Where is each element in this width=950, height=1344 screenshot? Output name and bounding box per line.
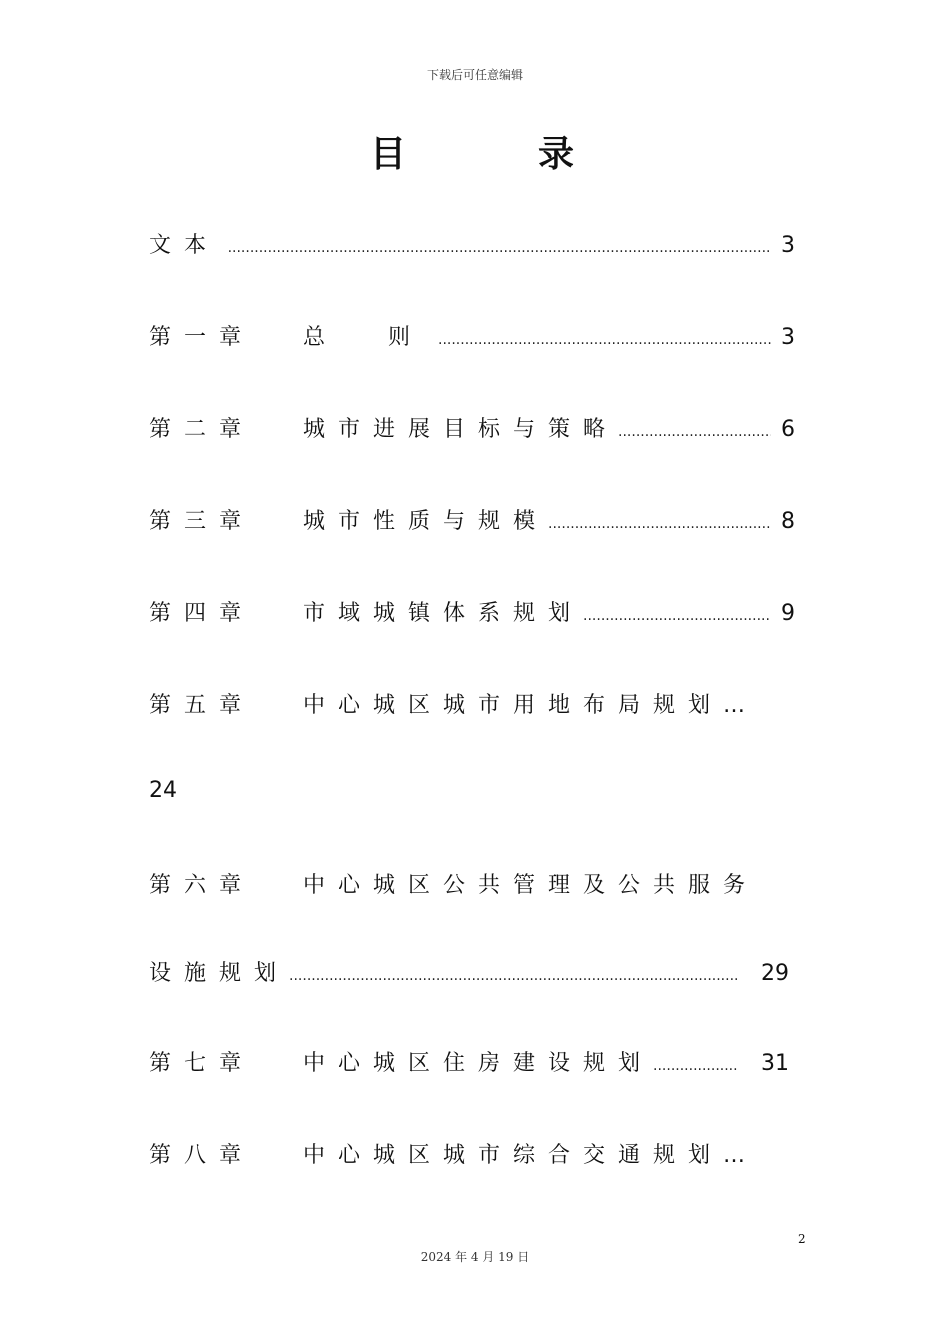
toc-chapter-label: 第五章 [149, 693, 255, 718]
toc-chapter-label: 第一章 [149, 325, 255, 350]
toc-chapter-title: 中心城区城市综合交通规划 [303, 1143, 724, 1168]
toc-chapter-label: 第六章 [149, 873, 255, 898]
footer-date: 2024 年 4 月 19 日 [420, 1250, 530, 1264]
toc-page-number: 31 [761, 1051, 789, 1076]
toc-chapter-title: 市域城镇体系规划 [303, 601, 584, 626]
toc-entry[interactable] [149, 504, 795, 544]
toc-chapter-title: 中心城区城市用地布局规划 [303, 693, 724, 718]
toc-chapter-title: 中心城区住房建设规划 [303, 1051, 654, 1076]
header-note: 下载后可任意编辑 [426, 68, 523, 82]
toc-entry[interactable] [149, 596, 795, 636]
toc-entry[interactable] [149, 1046, 789, 1086]
toc-chapter-label: 第三章 [149, 509, 255, 534]
toc-leader-dots [583, 608, 771, 624]
toc-page-number: 8 [781, 509, 795, 534]
toc-leader-dots [438, 332, 771, 348]
toc-leader-dots [228, 240, 771, 256]
toc-page-number: 3 [781, 233, 795, 258]
page-title: 目录 [370, 134, 707, 175]
toc-entry-label: 文本 [149, 233, 220, 258]
toc-chapter-title: 城市进展目标与策略 [303, 417, 619, 442]
toc-leader-dots [548, 516, 771, 532]
toc-chapter-label: 第八章 [149, 1143, 255, 1168]
toc-chapter-label: 第二章 [149, 417, 255, 442]
toc-entry[interactable] [149, 412, 795, 452]
toc-entry[interactable] [149, 228, 795, 268]
toc-chapter-label: 第四章 [149, 601, 255, 626]
toc-entry-continuation[interactable] [149, 956, 789, 996]
toc-ellipsis: … [723, 693, 746, 718]
page-number: 2 [798, 1232, 806, 1246]
toc-entry[interactable] [149, 320, 795, 360]
toc-chapter-title: 总 则 [303, 325, 438, 350]
toc-page-number: 6 [781, 417, 795, 442]
toc-chapter-title: 城市性质与规模 [303, 509, 549, 534]
toc-page-number: 3 [781, 325, 795, 350]
toc-page-number: 24 [149, 778, 177, 803]
toc-chapter-title: 中心城区公共管理及公共服务 [303, 873, 759, 898]
toc-ellipsis: … [723, 1143, 746, 1168]
toc-chapter-title-cont: 设施规划 [149, 961, 290, 986]
toc-chapter-label: 第七章 [149, 1051, 255, 1076]
toc-page-number: 9 [781, 601, 795, 626]
toc-leader-dots [653, 1058, 739, 1074]
toc-entry[interactable] [149, 868, 795, 908]
toc-entry[interactable] [149, 688, 795, 728]
toc-leader-dots [618, 424, 771, 440]
toc-page-number: 29 [761, 961, 789, 986]
toc-entry[interactable] [149, 1138, 795, 1178]
toc-leader-dots [289, 968, 739, 984]
